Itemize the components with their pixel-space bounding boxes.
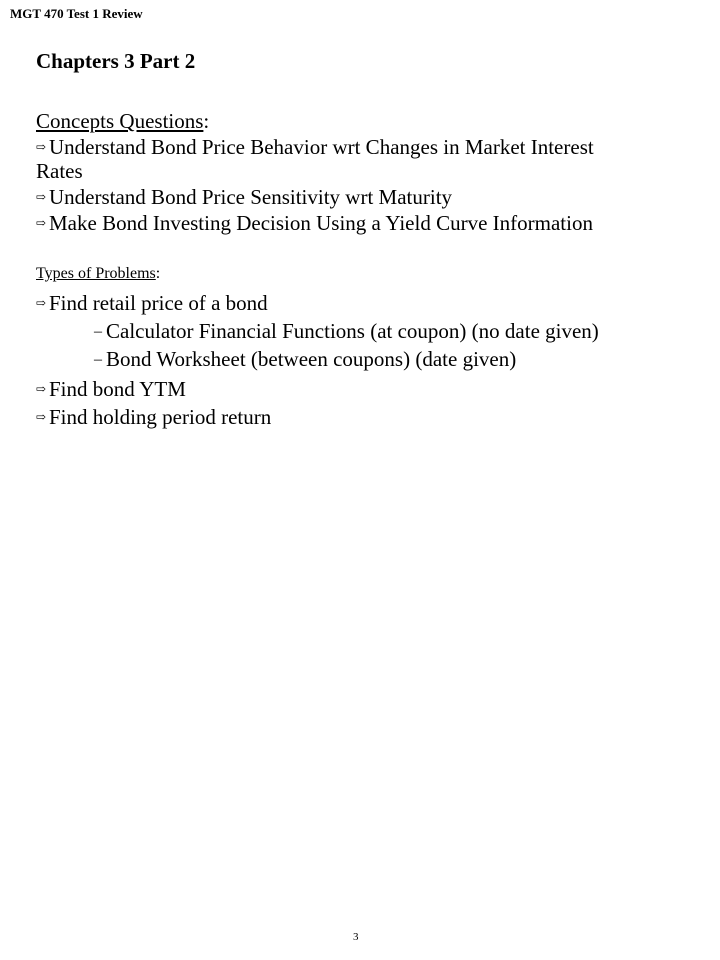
- right-arrow-outline-icon: ⇨: [36, 140, 47, 154]
- concept-item-2-text: Understand Bond Price Sensitivity wrt Maturity: [49, 185, 453, 209]
- problems-heading-colon: :: [155, 265, 161, 282]
- problems-heading: [36, 265, 160, 283]
- problems-heading-text: Types of Problems: [36, 265, 156, 282]
- dash-icon: –: [94, 323, 102, 340]
- concept-item-1-continuation: Rates: [36, 159, 83, 183]
- right-arrow-outline-icon: ⇨: [36, 190, 47, 204]
- concept-item-3-text: Make Bond Investing Decision Using a Yield Curve Information: [49, 211, 593, 235]
- problem-subitem-2-text: Bond Worksheet (between coupons) (date given): [106, 347, 517, 371]
- page-number: 3: [353, 931, 359, 943]
- concept-item-2: [36, 187, 452, 208]
- problem-item-1: [36, 293, 268, 314]
- concept-item-1: [36, 137, 594, 158]
- concept-item-3: [36, 213, 593, 234]
- problem-item-3: [36, 407, 271, 428]
- dash-icon: –: [94, 351, 102, 368]
- concept-item-1-text: Understand Bond Price Behavior wrt Changes in Market Interest: [49, 135, 594, 159]
- concepts-heading-text: Concepts Questions: [36, 109, 204, 133]
- problem-item-3-text: Find holding period return: [49, 405, 272, 429]
- problem-subitem-1: [94, 321, 599, 342]
- problem-item-2: [36, 379, 186, 400]
- problem-subitem-2: [94, 349, 516, 370]
- right-arrow-outline-icon: ⇨: [36, 410, 47, 424]
- right-arrow-outline-icon: ⇨: [36, 216, 47, 230]
- problem-subitem-1-text: Calculator Financial Functions (at coupon) (no date given): [106, 319, 599, 343]
- problem-item-1-text: Find retail price of a bond: [49, 291, 268, 315]
- concepts-heading-colon: :: [203, 109, 210, 133]
- right-arrow-outline-icon: ⇨: [36, 296, 47, 310]
- problem-item-2-text: Find bond YTM: [49, 377, 186, 401]
- right-arrow-outline-icon: ⇨: [36, 382, 47, 396]
- concepts-heading: [36, 109, 209, 134]
- page-title: Chapters 3 Part 2: [36, 49, 196, 73]
- document-header: MGT 470 Test 1 Review: [10, 6, 143, 21]
